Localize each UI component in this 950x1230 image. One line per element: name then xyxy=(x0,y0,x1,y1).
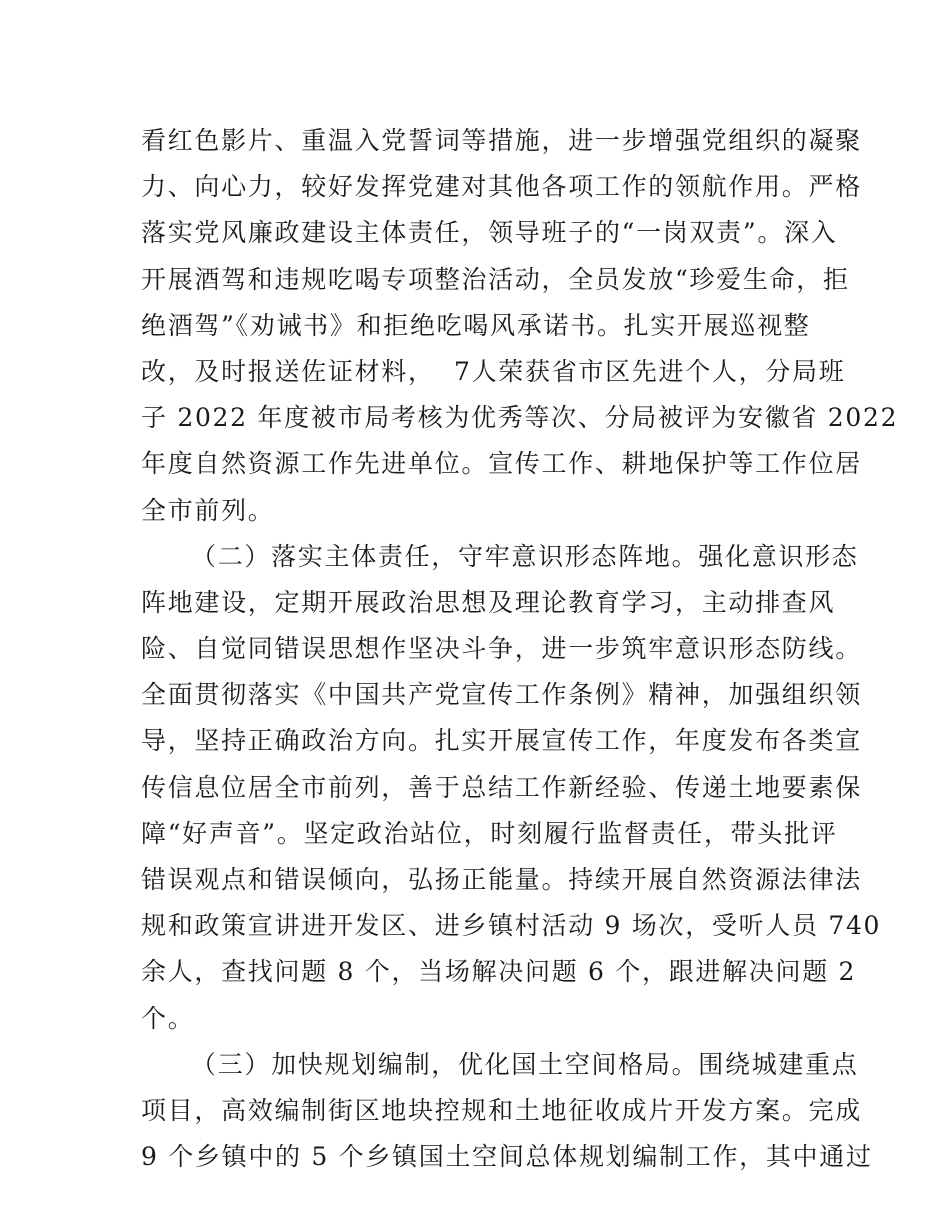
text-line: 全市前列。 xyxy=(141,495,275,525)
text-line: 导，坚持正确政治方向。扎实开展宣传工作，年度发布各类宣 xyxy=(141,726,862,756)
text-line: 个。 xyxy=(141,1003,195,1033)
body-text xyxy=(141,118,899,1180)
text-line: 年度自然资源工作先进单位。宣传工作、耕地保护等工作位居 xyxy=(141,449,862,479)
text-line: 开展酒驾和违规吃喝专项整治活动，全员发放“珍爱生命，拒 xyxy=(141,264,850,294)
text-line: 项目，高效编制街区地块控规和土地征收成片开发方案。完成 xyxy=(141,1095,862,1125)
text-line: 落实党风廉政建设主体责任，领导班子的“一岗双责”。深入 xyxy=(141,218,838,248)
text-line: 规和政策宣讲进开发区、进乡镇村活动 9 场次，受听人员 740 xyxy=(141,911,882,941)
text-line: 子 2022 年度被市局考核为优秀等次、分局被评为安徽省 2022 xyxy=(141,403,899,433)
text-line: 力、向心力，较好发挥党建对其他各项工作的领航作用。严格 xyxy=(141,172,862,202)
text-line: 绝酒驾”《劝诫书》和拒绝吃喝风承诺书。扎实开展巡视整 xyxy=(141,310,811,340)
text-line: 险、自觉同错误思想作坚决斗争，进一步筑牢意识形态防线。 xyxy=(141,634,862,664)
text-line: 看红色影片、重温入党誓词等措施，进一步增强党组织的凝聚 xyxy=(141,126,862,155)
text-line: 错误观点和错误倾向，弘扬正能量。持续开展自然资源法律法 xyxy=(141,865,862,894)
text-line: 9 个乡镇中的 5 个乡镇国土空间总体规划编制工作，其中通过 xyxy=(141,1142,873,1172)
section-heading-line: （三）加快规划编制，优化国土空间格局。围绕城建重点 xyxy=(191,1049,859,1079)
section-heading-line: （二）落实主体责任，守牢意识形态阵地。强化意识形态 xyxy=(191,541,859,571)
text-line: 阵地建设，定期开展政治思想及理论教育学习，主动排查风 xyxy=(141,587,836,617)
text-line: 全面贯彻落实《中国共产党宣传工作条例》精神，加强组织领 xyxy=(141,680,862,710)
text-line: 余人，查找问题 8 个，当场解决问题 6 个，跟进解决问题 2 xyxy=(141,957,857,987)
text-line: 改，及时报送佐证材料， 7人荣获省市区先进个人，分局班 xyxy=(141,356,846,386)
text-line: 障“好声音”。坚定政治站位，时刻履行监督责任，带头批评 xyxy=(141,818,838,848)
text-line: 传信息位居全市前列，善于总结工作新经验、传递土地要素保 xyxy=(141,772,862,802)
